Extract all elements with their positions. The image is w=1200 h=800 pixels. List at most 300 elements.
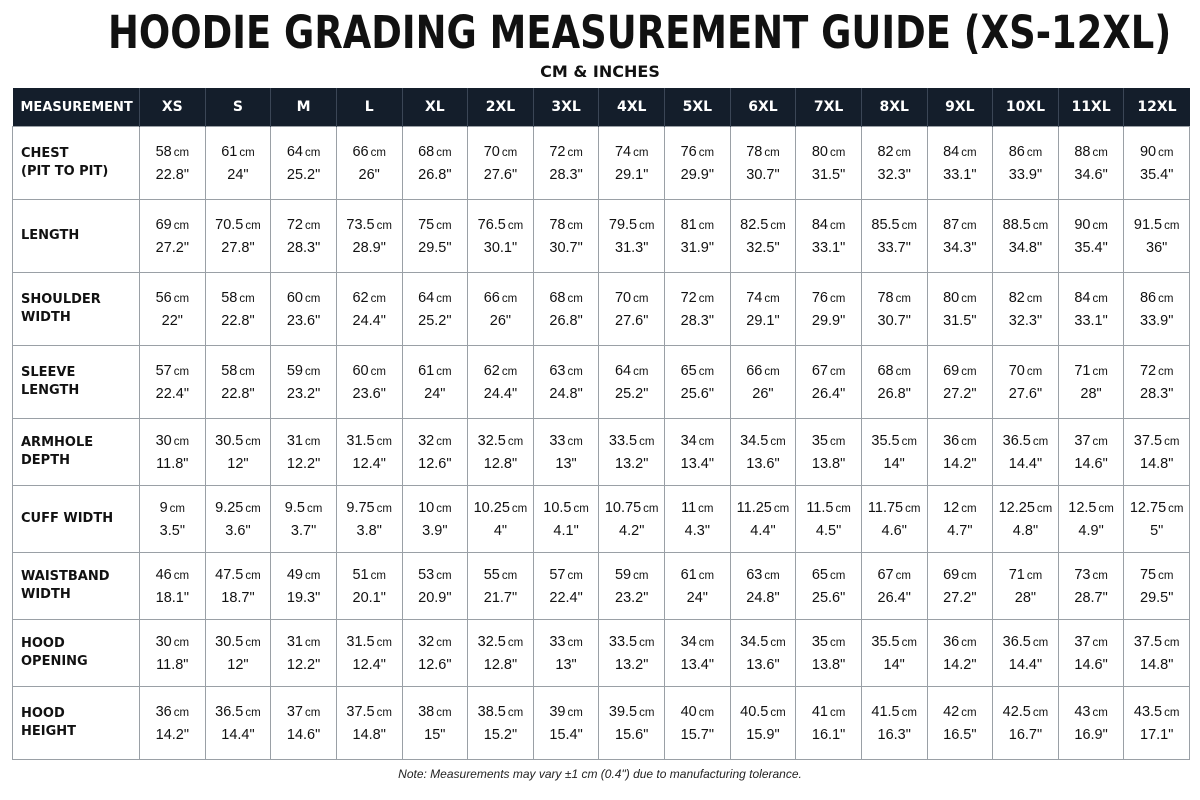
inch-value: 13.2" <box>615 656 649 673</box>
cm-value <box>796 214 861 237</box>
table-cell <box>861 346 927 419</box>
cm-unit: cm <box>376 502 392 515</box>
table-cell <box>468 200 534 273</box>
table-cell <box>927 273 993 346</box>
row-label <box>13 127 140 200</box>
cm-value <box>928 141 993 164</box>
table-cell <box>1058 553 1124 620</box>
inch-value: 29.9" <box>680 166 714 183</box>
cm-unit: cm <box>239 292 255 305</box>
cm-unit: cm <box>370 365 386 378</box>
inch-value: 15.4" <box>549 726 583 743</box>
inch-value: 12.8" <box>483 656 518 673</box>
cm-unit: cm <box>501 569 518 582</box>
row-label-line: SLEEVE <box>21 365 76 380</box>
cm-unit: cm <box>304 365 321 378</box>
cm-number: 79.5 <box>608 216 638 233</box>
inch-value: 4" <box>493 522 508 539</box>
cm-value <box>993 430 1058 453</box>
cm-unit: cm <box>511 502 528 515</box>
cm-value <box>271 287 336 310</box>
table-cell <box>796 620 862 687</box>
table-row <box>13 127 1190 200</box>
inch-value: 12.4" <box>352 455 386 472</box>
inch-value: 22" <box>161 312 183 329</box>
cm-unit: cm <box>1168 502 1184 515</box>
cm-unit: cm <box>573 502 589 515</box>
cm-value <box>928 287 993 310</box>
cm-value <box>206 564 271 587</box>
table-cell <box>402 419 468 486</box>
inch-value: 23.2" <box>286 385 321 402</box>
cm-number: 73.5 <box>346 216 375 233</box>
cm-value <box>928 701 993 724</box>
cm-value <box>534 360 599 383</box>
inch-value: 3.7" <box>290 522 317 539</box>
cm-unit: cm <box>507 706 524 719</box>
cm-unit: cm <box>764 365 780 378</box>
inch-value: 4.1" <box>553 522 579 539</box>
inch-value: 11.8" <box>156 455 189 472</box>
cm-number: 40.5 <box>740 703 769 720</box>
inch-value: 27.6" <box>1008 385 1043 402</box>
cm-unit: cm <box>901 435 917 448</box>
cm-number: 43 <box>1074 703 1091 720</box>
cm-number: 86 <box>1008 143 1025 160</box>
inch-value: 14.8" <box>1140 455 1174 472</box>
table-cell <box>533 200 599 273</box>
cm-number: 10.75 <box>604 499 642 516</box>
cm-number: 11.5 <box>806 499 834 516</box>
cm-value <box>796 631 861 654</box>
cm-number: 76 <box>811 289 828 306</box>
cm-unit: cm <box>304 569 321 582</box>
cm-unit: cm <box>1158 146 1174 159</box>
cm-number: 53 <box>418 566 435 583</box>
table-cell <box>205 200 271 273</box>
table-cell <box>993 419 1059 486</box>
cm-unit: cm <box>639 706 655 719</box>
inch-value: 33.7" <box>877 239 911 256</box>
cm-number: 32.5 <box>477 432 506 449</box>
cm-number: 75 <box>1139 566 1157 583</box>
cm-number: 37 <box>1074 432 1091 449</box>
cm-number: 80 <box>943 289 960 306</box>
cm-unit: cm <box>829 636 846 649</box>
cm-number: 33.5 <box>608 432 638 449</box>
cm-value <box>993 564 1058 587</box>
cm-unit: cm <box>1098 502 1114 515</box>
cm-unit: cm <box>961 219 977 232</box>
table-cell <box>533 553 599 620</box>
table-row <box>13 486 1190 553</box>
table-row <box>13 200 1190 273</box>
cm-number: 78 <box>877 289 894 306</box>
cm-number: 84 <box>811 216 828 233</box>
inch-value: 25.6" <box>680 385 714 402</box>
cm-value <box>731 214 796 237</box>
inch-value: 26.8" <box>418 166 452 183</box>
cm-number: 72 <box>1139 362 1157 379</box>
table-cell <box>599 273 665 346</box>
inch-value: 15.7" <box>680 726 714 743</box>
cm-value <box>599 564 664 587</box>
table-cell <box>271 620 337 687</box>
cm-unit: cm <box>173 706 190 719</box>
table-cell <box>861 687 927 760</box>
inch-value: 12" <box>227 455 249 472</box>
cm-value <box>665 701 730 724</box>
inch-value: 31.3" <box>615 239 649 256</box>
row-label-line: OPENING <box>21 654 88 669</box>
header-size-8xl: 8XL <box>861 88 927 127</box>
table-cell <box>1058 200 1124 273</box>
cm-value <box>796 701 861 724</box>
cm-number: 65 <box>680 362 697 379</box>
cm-number: 10.25 <box>473 499 510 516</box>
cm-unit: cm <box>1092 219 1108 232</box>
tolerance-note: Note: Measurements may vary ±1 cm (0.4") due to manufacturing tolerance. <box>398 767 802 781</box>
cm-unit: cm <box>1092 435 1108 448</box>
cm-value <box>599 214 664 237</box>
table-cell <box>861 486 927 553</box>
cm-number: 31.5 <box>346 432 375 449</box>
inch-value: 11.8" <box>156 656 189 673</box>
inch-value: 4.5" <box>815 522 842 539</box>
cm-unit: cm <box>698 365 715 378</box>
cm-number: 37 <box>286 703 303 720</box>
cm-number: 33.5 <box>608 633 638 650</box>
cm-value <box>731 360 796 383</box>
table-cell <box>993 553 1059 620</box>
inch-value: 22.4" <box>155 385 189 402</box>
row-label-line: WIDTH <box>21 587 71 602</box>
cm-unit: cm <box>1158 365 1174 378</box>
cm-value <box>140 564 205 587</box>
cm-unit: cm <box>961 706 977 719</box>
inch-value: 5" <box>1150 522 1164 539</box>
cm-value <box>140 430 205 453</box>
table-cell <box>140 200 206 273</box>
inch-value: 29.5" <box>1140 589 1174 606</box>
cm-unit: cm <box>567 292 583 305</box>
cm-number: 65 <box>811 566 828 583</box>
cm-number: 55 <box>483 566 500 583</box>
cm-unit: cm <box>1032 435 1049 448</box>
cm-number: 30.5 <box>215 432 244 449</box>
inch-value: 33.1" <box>943 166 977 183</box>
cm-value <box>1124 430 1189 453</box>
inch-value: 14.6" <box>286 726 321 743</box>
cm-value <box>796 564 861 587</box>
cm-value <box>1059 564 1124 587</box>
inch-value: 13.2" <box>615 455 649 472</box>
table-cell <box>665 553 731 620</box>
inch-value: 13.4" <box>680 455 714 472</box>
cm-number: 31 <box>286 633 303 650</box>
cm-unit: cm <box>698 146 715 159</box>
cm-value <box>1124 631 1189 654</box>
cm-number: 35.5 <box>871 432 900 449</box>
header-size-xs: XS <box>140 88 206 127</box>
inch-value: 28.3" <box>1140 385 1174 402</box>
table-cell <box>599 620 665 687</box>
cm-unit: cm <box>501 146 518 159</box>
inch-value: 31.5" <box>811 166 846 183</box>
cm-value <box>140 141 205 164</box>
table-cell <box>993 346 1059 419</box>
cm-value <box>796 141 861 164</box>
inch-value: 25.2" <box>418 312 452 329</box>
cm-number: 11.25 <box>736 499 772 516</box>
cm-number: 80 <box>811 143 828 160</box>
cm-unit: cm <box>567 365 583 378</box>
inch-value: 23.6" <box>352 385 386 402</box>
cm-number: 37 <box>1074 633 1091 650</box>
inch-value: 16.9" <box>1074 726 1108 743</box>
table-cell <box>599 486 665 553</box>
cm-value <box>731 701 796 724</box>
table-cell <box>336 127 402 200</box>
cm-unit: cm <box>829 569 846 582</box>
table-cell <box>665 687 731 760</box>
header-size-3xl: 3XL <box>533 88 599 127</box>
cm-number: 73 <box>1074 566 1091 583</box>
table-cell <box>796 200 862 273</box>
cm-number: 38.5 <box>477 703 506 720</box>
inch-value: 24.8" <box>549 385 583 402</box>
cm-value <box>206 287 271 310</box>
inch-value: 4.9" <box>1078 522 1104 539</box>
cm-number: 51 <box>352 566 369 583</box>
inch-value: 28" <box>1080 385 1102 402</box>
table-cell <box>665 127 731 200</box>
table-cell <box>402 273 468 346</box>
cm-value <box>1059 214 1124 237</box>
cm-number: 11 <box>681 499 697 516</box>
cm-number: 36.5 <box>1002 432 1031 449</box>
cm-unit: cm <box>370 292 386 305</box>
cm-unit: cm <box>507 435 524 448</box>
cm-unit: cm <box>829 365 846 378</box>
row-label <box>13 200 140 273</box>
table-cell <box>1124 687 1190 760</box>
table-cell <box>140 346 206 419</box>
row-label <box>13 620 140 687</box>
cm-value <box>140 287 205 310</box>
cm-number: 10.5 <box>543 499 572 516</box>
cm-number: 74 <box>614 143 632 160</box>
table-cell <box>336 419 402 486</box>
table-cell <box>665 273 731 346</box>
table-cell <box>599 200 665 273</box>
cm-number: 34.5 <box>740 432 769 449</box>
cm-number: 34.5 <box>740 633 769 650</box>
cm-unit: cm <box>436 219 452 232</box>
cm-value <box>1124 141 1189 164</box>
cm-unit: cm <box>173 365 190 378</box>
inch-value: 13.4" <box>680 656 714 673</box>
table-cell <box>468 346 534 419</box>
table-cell <box>796 346 862 419</box>
cm-unit: cm <box>764 292 780 305</box>
inch-value: 25.2" <box>286 166 321 183</box>
table-cell <box>336 687 402 760</box>
inch-value: 35.4" <box>1074 239 1108 256</box>
table-cell <box>861 419 927 486</box>
cm-number: 63 <box>746 566 763 583</box>
cm-unit: cm <box>829 706 846 719</box>
cm-value <box>534 141 599 164</box>
table-cell <box>402 553 468 620</box>
table-cell <box>205 687 271 760</box>
cm-number: 49 <box>286 566 303 583</box>
cm-value <box>403 631 468 654</box>
header-size-10xl: 10XL <box>993 88 1059 127</box>
inch-value: 16.1" <box>811 726 846 743</box>
cm-value <box>1124 564 1189 587</box>
table-cell <box>796 553 862 620</box>
inch-value: 35.4" <box>1140 166 1174 183</box>
inch-value: 3.8" <box>356 522 382 539</box>
table-cell <box>730 553 796 620</box>
inch-value: 20.9" <box>418 589 452 606</box>
cm-number: 11.75 <box>867 499 904 516</box>
inch-value: 28.3" <box>286 239 321 256</box>
table-cell <box>271 273 337 346</box>
cm-number: 70 <box>483 143 500 160</box>
table-cell <box>533 620 599 687</box>
table-cell <box>927 553 993 620</box>
cm-number: 84 <box>943 143 960 160</box>
cm-value <box>665 564 730 587</box>
cm-number: 68 <box>418 143 435 160</box>
cm-number: 76 <box>680 143 697 160</box>
cm-number: 60 <box>286 289 303 306</box>
cm-unit: cm <box>173 636 190 649</box>
inch-value: 14" <box>883 455 905 472</box>
cm-value <box>1124 497 1189 520</box>
inch-value: 26.4" <box>811 385 846 402</box>
table-cell <box>1124 620 1190 687</box>
cm-unit: cm <box>961 435 977 448</box>
cm-number: 86 <box>1139 289 1157 306</box>
row-label-line: ARMHOLE <box>21 435 94 450</box>
cm-unit: cm <box>1164 219 1180 232</box>
row-label-line: WIDTH <box>21 310 71 325</box>
cm-value <box>1124 701 1189 724</box>
cm-value <box>1124 214 1189 237</box>
cm-number: 64 <box>418 289 435 306</box>
inch-value: 24.4" <box>483 385 518 402</box>
page-title: HOODIE GRADING MEASUREMENT GUIDE (XS-12XL) <box>108 6 1172 59</box>
row-label-line: HEIGHT <box>21 724 77 739</box>
table-cell <box>533 419 599 486</box>
cm-value <box>928 360 993 383</box>
cm-number: 85.5 <box>871 216 900 233</box>
cm-number: 74 <box>746 289 763 306</box>
cm-value <box>993 214 1058 237</box>
cm-unit: cm <box>770 706 786 719</box>
cm-value <box>862 701 927 724</box>
cm-value <box>665 214 730 237</box>
cm-number: 12.75 <box>1129 499 1167 516</box>
inch-value: 12.6" <box>418 455 452 472</box>
inch-value: 24.8" <box>746 589 780 606</box>
cm-value <box>271 430 336 453</box>
cm-number: 72 <box>286 216 303 233</box>
table-cell <box>927 620 993 687</box>
cm-value <box>1059 701 1124 724</box>
table-cell <box>205 273 271 346</box>
table-cell <box>336 200 402 273</box>
cm-unit: cm <box>436 502 452 515</box>
cm-number: 63 <box>549 362 566 379</box>
row-label-line: CUFF WIDTH <box>21 511 114 526</box>
cm-value <box>1059 497 1124 520</box>
inch-value: 32.5" <box>746 239 780 256</box>
table-cell <box>993 200 1059 273</box>
cm-value <box>271 631 336 654</box>
inch-value: 19.3" <box>286 589 321 606</box>
inch-value: 24" <box>227 166 249 183</box>
cm-value <box>534 497 599 520</box>
cm-value <box>928 430 993 453</box>
cm-number: 30 <box>155 633 172 650</box>
cm-number: 9.75 <box>346 499 375 516</box>
table-cell <box>271 419 337 486</box>
cm-unit: cm <box>961 569 977 582</box>
table-cell <box>402 620 468 687</box>
table-row <box>13 553 1190 620</box>
cm-value <box>337 287 402 310</box>
table-cell <box>205 620 271 687</box>
table-cell <box>533 273 599 346</box>
row-label-line: DEPTH <box>21 453 70 468</box>
cm-unit: cm <box>961 636 977 649</box>
cm-value <box>1124 360 1189 383</box>
inch-value: 34.3" <box>943 239 977 256</box>
cm-unit: cm <box>376 435 392 448</box>
cm-value <box>1059 360 1124 383</box>
cm-value <box>403 430 468 453</box>
cm-value <box>140 214 205 237</box>
cm-unit: cm <box>1032 219 1049 232</box>
cm-unit: cm <box>245 219 261 232</box>
cm-value <box>206 631 271 654</box>
cm-number: 91.5 <box>1133 216 1163 233</box>
cm-number: 61 <box>418 362 435 379</box>
measurement-table <box>12 88 1190 760</box>
cm-unit: cm <box>376 636 392 649</box>
cm-value <box>1059 141 1124 164</box>
inch-value: 16.7" <box>1008 726 1043 743</box>
cm-number: 42 <box>943 703 960 720</box>
cm-value <box>796 360 861 383</box>
table-cell <box>1124 200 1190 273</box>
table-cell <box>140 620 206 687</box>
inch-value: 15.6" <box>615 726 649 743</box>
cm-unit: cm <box>306 502 323 515</box>
inch-value: 24" <box>686 589 708 606</box>
inch-value: 29.5" <box>418 239 452 256</box>
cm-unit: cm <box>1026 146 1043 159</box>
inch-value: 18.7" <box>221 589 255 606</box>
cm-value <box>928 214 993 237</box>
cm-value <box>1124 287 1189 310</box>
cm-number: 69 <box>943 566 960 583</box>
cm-value <box>731 430 796 453</box>
